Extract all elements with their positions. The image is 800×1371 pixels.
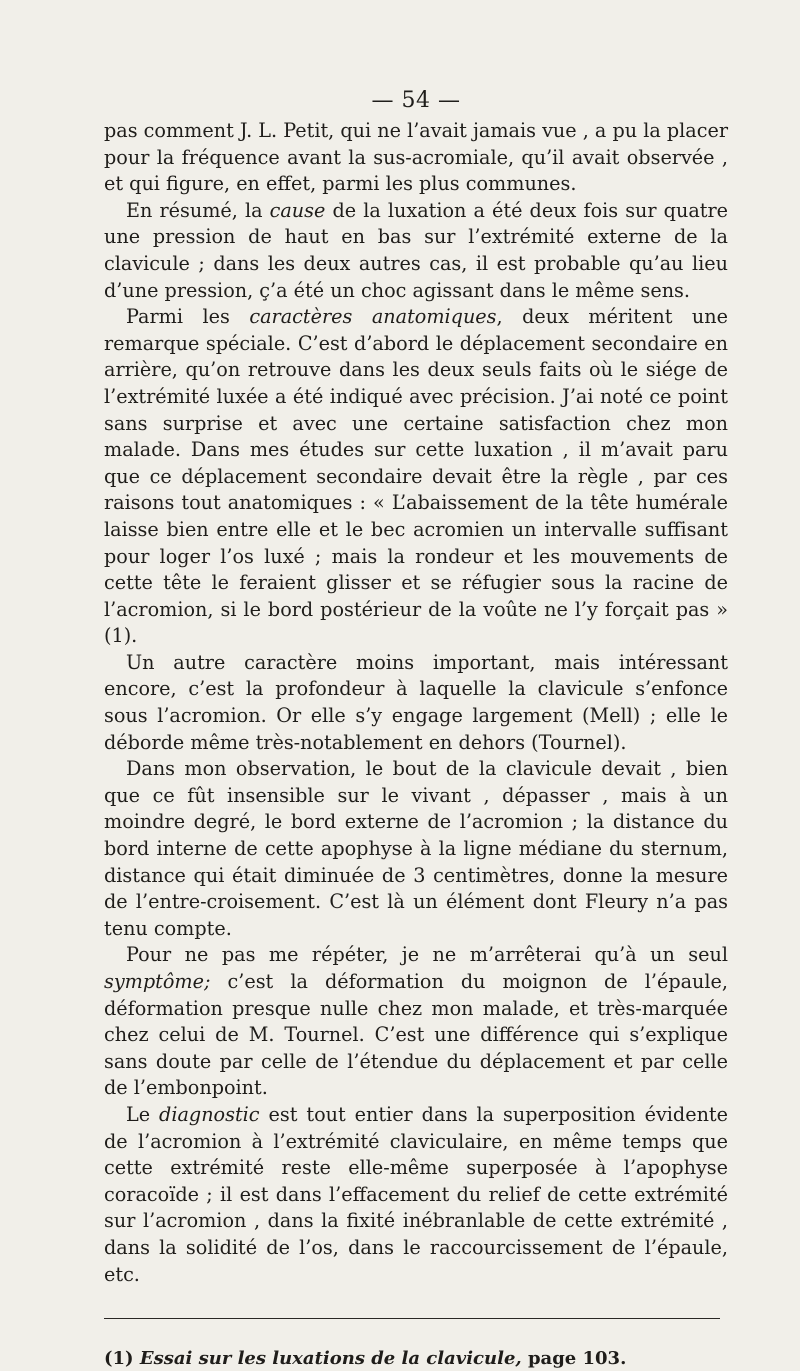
footnote — [104, 1347, 728, 1371]
page-number: — 54 — — [371, 88, 461, 113]
book-page — [104, 88, 728, 1371]
text-segment: c’est la déformation du moignon de l’épaule, déformation presque nulle chez mon malade, et très-marquée chez celui de M. Tournel. C’est une différence qui s’explique sans doute par celle de l’étendue du déplacement et par celle de l’embonpoint. — [104, 970, 728, 1100]
italic-term: symptôme; — [104, 970, 211, 993]
paragraph-p4 — [104, 650, 728, 756]
body-text — [104, 118, 728, 1288]
text-segment: Dans mon observation, le bout de la clavicule devait , bien que ce fût insensible sur le vivant , dépasser , mais à un moindre degré, le bord externe de l’acromion ; la distance du bord interne de cette apophyse à la ligne médiane du sternum, distance qui était diminuée de 3 centimètres, donne la mesure de l’entre-croisement. C’est là un élément dont Fleury n’a pas tenu compte. — [104, 757, 728, 940]
paragraph-p5 — [104, 756, 728, 942]
text-segment: Parmi les — [126, 305, 250, 329]
footnote-separator — [104, 1318, 720, 1319]
italic-term: cause — [269, 198, 326, 222]
text-segment: pas comment J. L. Petit, qui ne l’avait jamais vue , a pu la placer pour la fréquence avant la sus-acromiale, qu’il avait observée , et qui figure, en effet, parmi les plus communes. — [104, 119, 729, 196]
footnote-marker: (1) — [104, 1348, 134, 1370]
text-segment: Pour ne pas me répéter, je ne m’arrêterai qu’à un seul — [126, 943, 728, 967]
footnote-page-ref: page 103. — [527, 1348, 627, 1370]
paragraph-p2 — [104, 198, 728, 304]
footnote-title: Essai sur les luxations de la clavicule, — [139, 1348, 522, 1370]
paragraph-p3 — [104, 304, 728, 650]
text-segment: En résumé, la — [126, 198, 270, 222]
italic-term: diagnostic — [159, 1102, 260, 1126]
text-segment: de la luxation a été deux fois sur quatre une pression de haut en bas sur l’extrémité externe de la clavicule ; dans les deux autres cas, il est probable qu’au lieu d’une pression, ç’a été un choc agissant dans le même sens. — [104, 198, 728, 302]
paragraph-p7 — [104, 1102, 728, 1288]
text-segment: Un autre caractère moins important, mais intéressant encore, c’est la profondeur à laquelle la clavicule s’enfonce sous l’acromion. Or elle s’y engage largement (Mell) ; elle le déborde même très-notablement en dehors (Tournel). — [104, 650, 728, 754]
paragraph-p1 — [104, 118, 728, 198]
italic-term: caractères anatomiques — [249, 305, 497, 329]
paragraph-p6 — [104, 942, 728, 1102]
text-segment: Le — [126, 1102, 160, 1126]
text-segment: est tout entier dans la superposition évidente de l’acromion à l’extrémité claviculaire, en même temps que cette extrémité reste elle-même superposée à l’apophyse coracoïde ; il est dans l’effacement du relief de cette extrémité sur l’acromion , dans la fixité inébranlable de cette extrémité , dans la solidité de l’os, dans le raccourcissement de l’épaule, etc. — [104, 1102, 728, 1286]
text-segment: , deux méritent une remarque spéciale. C’est d’abord le déplacement secondaire en arrière, qu’on retrouve dans les deux seuls faits où le siége de l’extrémité luxée a été indiqué avec précision. J’ai noté ce point sans surprise et avec une certaine satisfaction chez mon malade. Dans mes études sur cette luxation , il m’avait paru que ce déplacement secondaire devait être la règle , par ces raisons tout anatomiques : « L’abaissement de la tête humérale laisse bien entre elle et le bec acromien un intervalle suffisant pour loger l’os luxé ; mais la rondeur et les mouvements de cette tête le feraient glisser et se réfugier sous la racine de l’acromion, si le bord postérieur de la voûte ne l’y forçait pas » (1). — [104, 305, 729, 648]
